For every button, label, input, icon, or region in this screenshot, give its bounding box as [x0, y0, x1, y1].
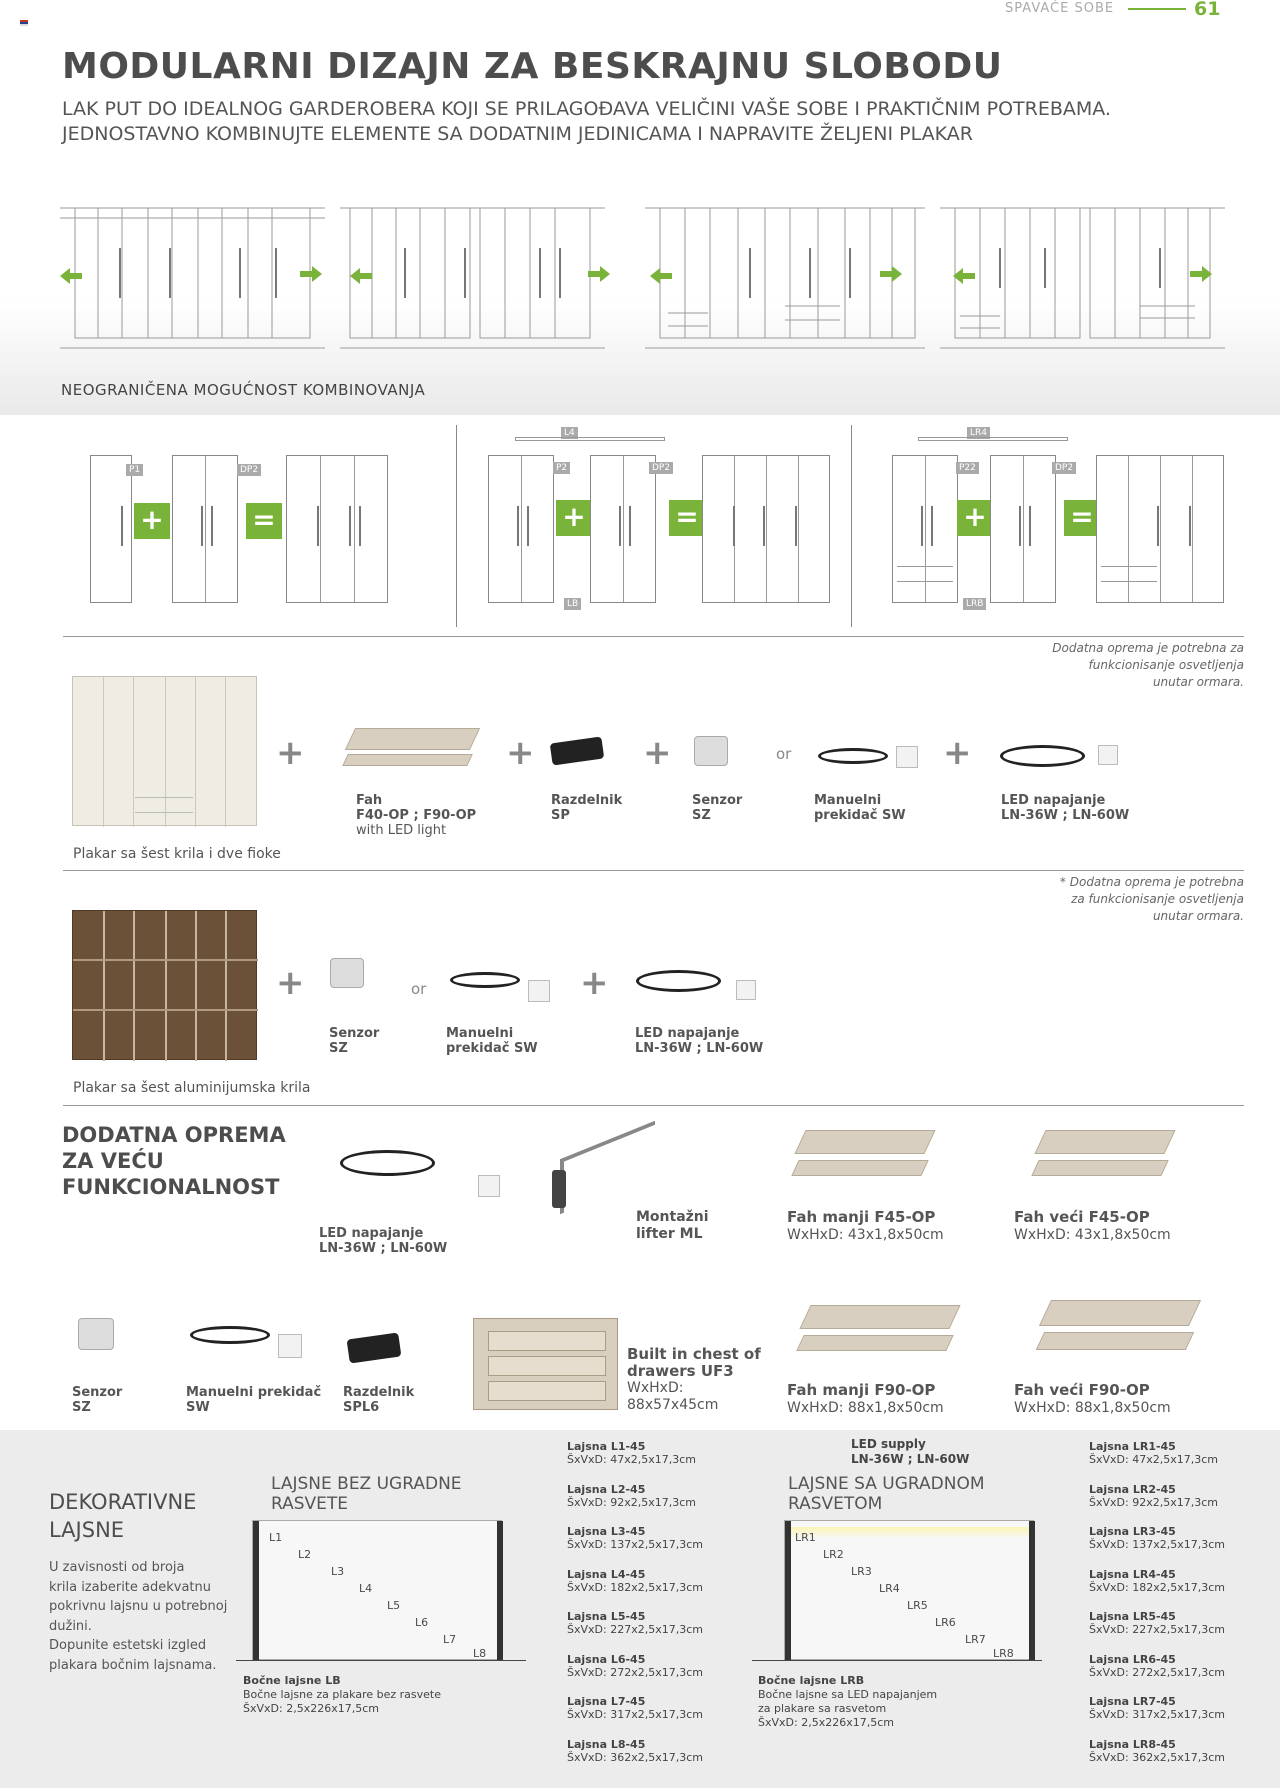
- plus-sign: +: [556, 500, 592, 536]
- extras-fah-f90-big-name: Fah veći F90-OP: [1014, 1381, 1150, 1399]
- l-specs: Lajsna L1-45 ŠxVxD: 47x2,5x17,3cm Lajsna L2-45 ŠxVxD: 92x2,5x17,3cm Lajsna L3-45 ŠxVxD: 137x2,5x17,3cm Lajsna L4-45 ŠxVxD: 182x2,5x17,3cm Lajsna L5-45 ŠxVxD: 227x2,5x17,3cm Lajsna L6-45 ŠxVxD: 272x2,5x17,3cm Lajsna L7-45 ŠxVxD: 317x2,5x17,3cm Lajsna L8-45 ŠxVxD: 362x2,5x17,3cm: [567, 1440, 703, 1764]
- extras-switch-name: Manuelni prekidač: [186, 1385, 322, 1400]
- extras-fah-f90-big-dim: WxHxD: 88x1,8x50cm: [1014, 1400, 1171, 1416]
- item-splitter-name: Razdelnik: [551, 793, 623, 808]
- extras-chest-name-1: Built in chest of: [627, 1345, 761, 1363]
- tag-lrb: LRB: [963, 598, 986, 610]
- right-molding-title-2: RASVETOM: [788, 1494, 883, 1514]
- equals-sign: =: [1064, 500, 1100, 536]
- lrb-dim: ŠxVxD: 2,5x226x17,5cm: [758, 1716, 894, 1729]
- extras-led-name: LED napajanje: [319, 1226, 424, 1241]
- item-fah-extra: with LED light: [356, 823, 447, 838]
- aluminium-wardrobe-image: [72, 910, 257, 1060]
- fah-big-f45-image: [1034, 1130, 1175, 1154]
- row1-caption: Plakar sa šest krila i dve fioke: [73, 846, 281, 862]
- tag-lb: LB: [564, 598, 581, 610]
- tag-dp2-b: DP2: [649, 462, 673, 474]
- wardrobe-configurations-illustration: [60, 198, 1230, 353]
- wardrobe-result-1: [286, 455, 388, 603]
- plus-icon: +: [276, 733, 305, 773]
- plus-icon: +: [943, 733, 972, 773]
- sensor-image: [330, 958, 364, 988]
- wardrobe-six-doors-image: [72, 676, 257, 826]
- led-supply-image: [1000, 745, 1085, 767]
- fah-big-f45-image-2: [1031, 1160, 1168, 1176]
- tag-l4: L4: [561, 427, 578, 439]
- page-title: MODULARNI DIZAJN ZA BESKRAJNU SLOBODU: [62, 46, 1003, 87]
- flag-icon: [20, 20, 28, 26]
- extras-senzor-code: SZ: [72, 1400, 91, 1415]
- led-supply-label-2: LN-36W ; LN-60W: [851, 1452, 970, 1466]
- page-number: 61: [1194, 0, 1221, 20]
- item-fah-code: F40-OP ; F90-OP: [356, 808, 477, 823]
- plus-icon: +: [580, 963, 609, 1003]
- extras-fah-f45-big-dim: WxHxD: 43x1,8x50cm: [1014, 1227, 1171, 1243]
- lb-desc: Bočne lajsne za plakare bez rasvete: [243, 1688, 442, 1701]
- fah-led-image-2: [342, 754, 473, 766]
- extras-splitter-code: SPL6: [343, 1400, 380, 1415]
- wardrobe-dp2-b: [590, 455, 656, 603]
- combination-heading: NEOGRANIČENA MOGUĆNOST KOMBINOVANJA: [61, 381, 426, 399]
- fah-small-f45-image: [794, 1130, 935, 1154]
- left-molding-diagram: L1 L2 L3 L4 L5 L6 L7 L8: [252, 1520, 502, 1660]
- plus-sign: +: [957, 500, 993, 536]
- lb-name: Bočne lajsne LB: [243, 1674, 341, 1687]
- led-supply-label-1: LED supply: [851, 1437, 926, 1451]
- fah-small-f45-image-2: [791, 1160, 928, 1176]
- plus-sign: +: [134, 503, 170, 539]
- fah-small-f90-image-2: [796, 1335, 953, 1351]
- lr-specs: Lajsna LR1-45 ŠxVxD: 47x2,5x17,3cm Lajsna LR2-45 ŠxVxD: 92x2,5x17,3cm Lajsna LR3-45 ŠxVxD: 137x2,5x17,3cm Lajsna LR4-45 ŠxVxD: 182x2,5x17,3cm Lajsna LR5-45 ŠxVxD: 227x2,5x17,3cm Lajsna LR6-45 ŠxVxD: 272x2,5x17,3cm Lajsna LR7-45 ŠxVxD: 317x2,5x17,3cm Lajsna LR8-45 ŠxVxD: 362x2,5x17,3cm: [1089, 1440, 1225, 1764]
- or-label: or: [411, 980, 427, 998]
- divider: [63, 870, 1244, 871]
- lifter-bracket-image: [552, 1170, 566, 1208]
- lifter-image: [560, 1121, 655, 1214]
- equals-sign: =: [246, 503, 282, 539]
- wardrobe-result-2: [702, 455, 830, 603]
- led-supply-image: [636, 970, 721, 992]
- plus-icon: +: [643, 733, 672, 773]
- switch-image: [278, 1334, 302, 1358]
- extras-heading-1: DODATNA OPREMA: [62, 1123, 286, 1147]
- splitter-image: [550, 736, 605, 765]
- tag-dp2: DP2: [237, 464, 261, 476]
- switch-cable-image: [450, 972, 520, 988]
- extras-heading-3: FUNKCIONALNOST: [62, 1175, 280, 1199]
- extras-senzor-name: Senzor: [72, 1385, 123, 1400]
- extras-fah-f45-small-dim: WxHxD: 43x1,8x50cm: [787, 1227, 944, 1243]
- divider: [63, 636, 1244, 637]
- item-sensor-name: Senzor: [692, 793, 743, 808]
- combination-diagrams: [0, 420, 1280, 630]
- splitter-image: [347, 1332, 402, 1363]
- decor-heading-1: DEKORATIVNE: [49, 1490, 197, 1514]
- decor-text: U zavisnosti od broja krila izaberite adekvatnu pokrivnu lajsnu u potrebnoj dužini. Dopunite estetski izgled plakara bočnim lajsnama.: [49, 1560, 228, 1673]
- plus-icon: +: [276, 963, 305, 1003]
- sensor-image: [78, 1318, 114, 1350]
- led-supply-box-image: [478, 1175, 500, 1197]
- extras-fah-f90-small-dim: WxHxD: 88x1,8x50cm: [787, 1400, 944, 1416]
- item-splitter-code: SP: [551, 808, 570, 823]
- extras-led-code: LN-36W ; LN-60W: [319, 1241, 448, 1256]
- extras-fah-f45-small-name: Fah manji F45-OP: [787, 1208, 936, 1226]
- switch-image: [896, 746, 918, 768]
- right-molding-title-1: LAJSNE SA UGRADNOM: [788, 1474, 985, 1494]
- wardrobe-p1: [90, 455, 132, 603]
- subtitle-line-1: LAK PUT DO IDEALNOG GARDEROBERA KOJI SE PRILAGOĐAVA VELIČINI VAŠE SOBE I PRAKTIČNIM POTREBAMA.: [62, 98, 1111, 120]
- led-supply-box-image: [736, 980, 756, 1000]
- tag-p1: P1: [126, 464, 143, 476]
- header-rule: [1128, 8, 1186, 10]
- wardrobe-p2: [488, 455, 554, 603]
- section-label: SPAVAĆE SOBE: [1005, 1, 1115, 16]
- extras-lifter-code: lifter ML: [636, 1226, 703, 1242]
- or-label: or: [776, 745, 792, 763]
- switch-cable-image: [818, 748, 888, 764]
- row2-switch-code: prekidač SW: [446, 1041, 538, 1056]
- extras-lifter-name: Montažni: [636, 1209, 709, 1225]
- extras-chest-dim-2: 88x57x45cm: [627, 1397, 719, 1413]
- extras-chest-dim-1: WxHxD:: [627, 1380, 684, 1396]
- extras-fah-f45-big-name: Fah veći F45-OP: [1014, 1208, 1150, 1226]
- item-switch-name: Manuelni: [814, 793, 882, 808]
- lb-dim: ŠxVxD: 2,5x226x17,5cm: [243, 1702, 379, 1715]
- row2-led-code: LN-36W ; LN-60W: [635, 1041, 764, 1056]
- decor-heading-2: LAJSNE: [49, 1518, 125, 1542]
- lrb-name: Bočne lajsne LRB: [758, 1674, 865, 1687]
- item-fah-name: Fah: [356, 793, 383, 808]
- switch-cable-image: [190, 1326, 270, 1344]
- chest-of-drawers-image: [473, 1318, 618, 1410]
- extras-switch-code: SW: [186, 1400, 210, 1415]
- row2-sensor-code: SZ: [329, 1041, 348, 1056]
- lrb-desc-2: za plakare sa rasvetom: [758, 1702, 887, 1715]
- wardrobe-dp2-c: [990, 455, 1056, 603]
- sensor-image: [694, 736, 728, 766]
- led-supply-box-image: [1098, 745, 1118, 765]
- fah-small-f90-image: [799, 1305, 960, 1329]
- item-led-name: LED napajanje: [1001, 793, 1106, 808]
- fah-big-f90-image: [1039, 1300, 1201, 1326]
- extras-chest-name-2: drawers UF3: [627, 1362, 734, 1380]
- wardrobe-p22: [892, 455, 958, 603]
- row2-caption: Plakar sa šest aluminijumska krila: [73, 1080, 311, 1096]
- lighting-note: Dodatna oprema je potrebna za funkcionisanje osvetljenja unutar ormara.: [1052, 641, 1244, 689]
- lrb-desc-1: Bočne lajsne sa LED napajanjem: [758, 1688, 938, 1701]
- tag-dp2-c: DP2: [1052, 462, 1076, 474]
- tag-p2: P2: [553, 462, 570, 474]
- wardrobe-result-3: [1096, 455, 1224, 603]
- row2-sensor-name: Senzor: [329, 1026, 380, 1041]
- extras-fah-f90-small-name: Fah manji F90-OP: [787, 1381, 936, 1399]
- subtitle-line-2: JEDNOSTAVNO KOMBINUJTE ELEMENTE SA DODATNIM JEDINICAMA I NAPRAVITE ŽELJENI PLAKAR: [62, 123, 973, 145]
- right-molding-diagram: LR1 LR2 LR3 LR4 LR5 LR6 LR7 LR8: [784, 1520, 1034, 1660]
- wardrobe-dp2: [172, 455, 238, 603]
- item-switch-code: prekidač SW: [814, 808, 906, 823]
- item-led-code: LN-36W ; LN-60W: [1001, 808, 1130, 823]
- row2-switch-name: Manuelni: [446, 1026, 514, 1041]
- led-supply-image: [340, 1150, 435, 1176]
- left-molding-title-1: LAJSNE BEZ UGRADNE: [271, 1474, 462, 1494]
- plus-icon: +: [506, 733, 535, 773]
- item-sensor-code: SZ: [692, 808, 711, 823]
- extras-splitter-name: Razdelnik: [343, 1385, 415, 1400]
- lighting-note-2: * Dodatna oprema je potrebna za funkcionisanje osvetljenja unutar ormara.: [1059, 875, 1244, 923]
- switch-image: [528, 980, 550, 1002]
- fah-big-f90-image-2: [1036, 1332, 1194, 1350]
- divider: [63, 1105, 1244, 1106]
- left-molding-title-2: RASVETE: [271, 1494, 349, 1514]
- fah-led-image: [345, 728, 480, 750]
- extras-heading-2: ZA VEĆU: [62, 1149, 164, 1173]
- tag-p22: P22: [956, 462, 979, 474]
- equals-sign: =: [669, 500, 705, 536]
- tag-lr4: LR4: [967, 427, 990, 439]
- row2-led-name: LED napajanje: [635, 1026, 740, 1041]
